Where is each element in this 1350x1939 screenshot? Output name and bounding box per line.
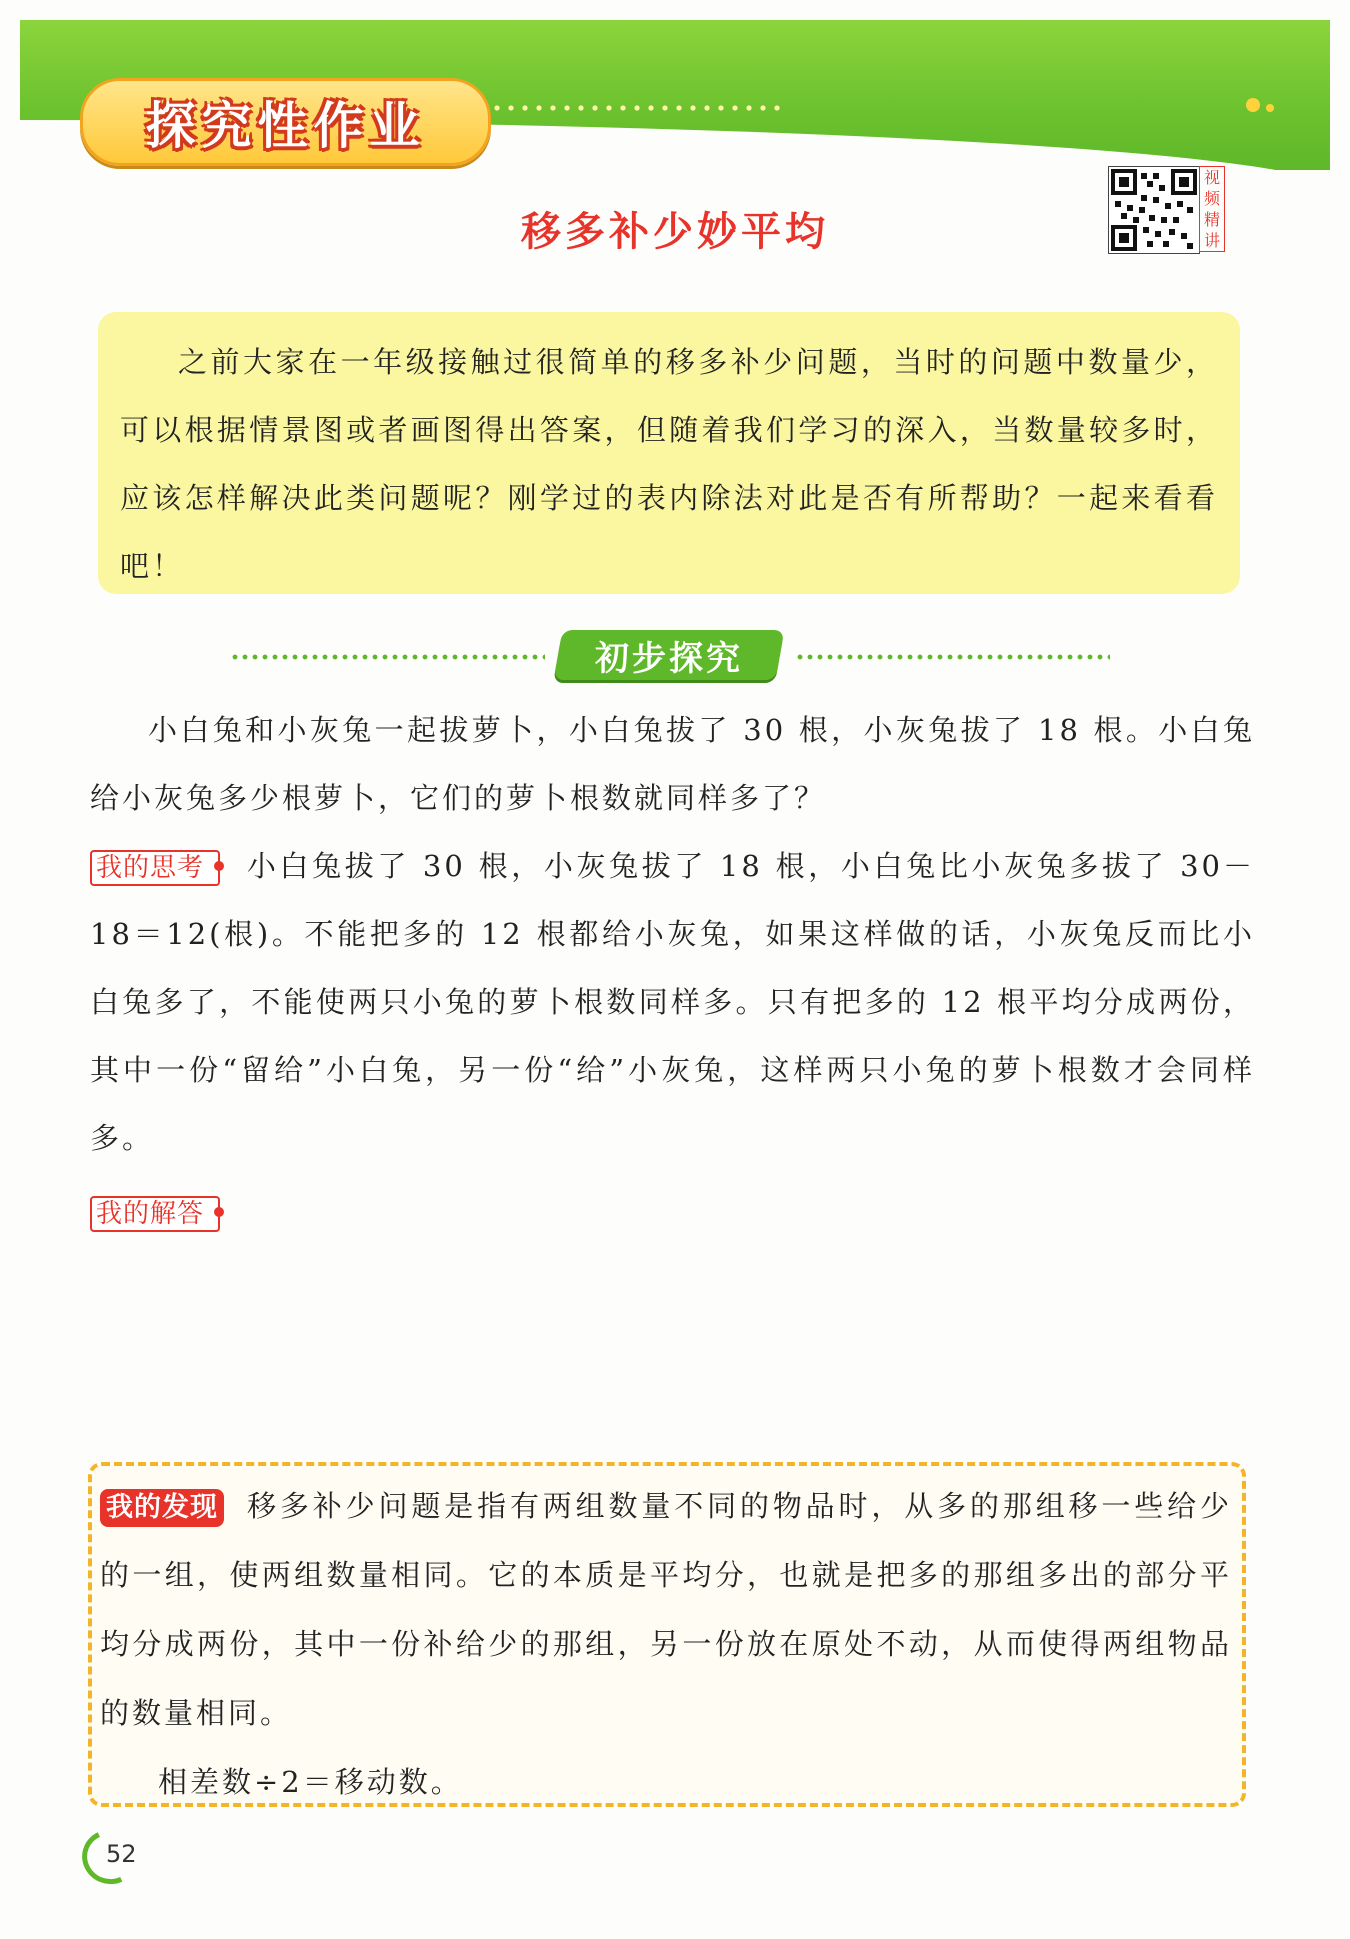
discovery-text: 移多补少问题是指有两组数量不同的物品时，从多的那组移一些给少的一组，使两组数量相同。它的本质是平均分，也就是把多的那组多出的部分平均分成两份，其中一份补给少的那组，另一份放在原处不动，从而使得两组物品的数量相同。 bbox=[100, 1489, 1232, 1730]
section-badge bbox=[80, 78, 491, 166]
tag-arrow-icon bbox=[214, 861, 224, 871]
dotted-line-left bbox=[230, 654, 545, 660]
tag-arrow-icon bbox=[214, 1207, 224, 1217]
thinking-paragraph bbox=[90, 832, 1255, 1172]
discovery-formula: 相差数÷2＝移动数。 bbox=[158, 1765, 463, 1799]
banner-dot-decoration bbox=[1246, 98, 1260, 112]
qr-label-char: 精 bbox=[1203, 210, 1220, 229]
dotted-line-right bbox=[795, 654, 1110, 660]
intro-box bbox=[98, 312, 1240, 594]
thinking-block bbox=[90, 832, 1255, 1172]
thinking-tag-label: 我的思考 bbox=[96, 853, 205, 883]
discovery-content bbox=[100, 1472, 1232, 1817]
problem-block bbox=[90, 696, 1255, 832]
qr-label-char: 视 bbox=[1203, 168, 1220, 187]
discovery-tag: 我的发现 bbox=[100, 1489, 224, 1527]
answer-tag-label: 我的解答 bbox=[96, 1199, 205, 1229]
qr-code-icon[interactable] bbox=[1108, 166, 1200, 254]
qr-label bbox=[1199, 166, 1225, 252]
section-title: 初步探究 bbox=[595, 638, 743, 679]
badge-title: 探究性作业 bbox=[145, 97, 426, 155]
answer-tag bbox=[90, 1196, 220, 1232]
banner-dots-decoration bbox=[490, 104, 780, 112]
problem-text: 小白兔和小灰兔一起拔萝卜，小白兔拔了 30 根，小灰兔拔了 18 根。小白兔给小灰兔多少根萝卜，它们的萝卜根数就同样多了？ bbox=[90, 713, 1255, 815]
section-heading bbox=[230, 630, 1110, 680]
qr-label-char: 讲 bbox=[1203, 231, 1220, 250]
thinking-tag bbox=[90, 850, 220, 886]
intro-text: 之前大家在一年级接触过很简单的移多补少问题，当时的问题中数量少，可以根据情景图或者画图得出答案，但随着我们学习的深入，当数量较多时，应该怎样解决此类问题呢？刚学过的表内除法对此是否有所帮助？一起来看看吧！ bbox=[120, 345, 1218, 583]
answer-block bbox=[90, 1178, 1255, 1246]
discovery-paragraph bbox=[100, 1472, 1232, 1748]
banner-dot-decoration bbox=[1266, 104, 1274, 112]
page-title: 移多补少妙平均 bbox=[521, 209, 829, 255]
thinking-text: 小白兔拔了 30 根，小灰兔拔了 18 根，小白兔比小灰兔多拔了 30－18＝12(根)。不能把多的 12 根都给小灰兔，如果这样做的话，小灰兔反而比小白兔多了，不能使两只小兔的萝卜根数同样多。只有把多的 12 根平均分成两份，其中一份“留给”小白兔，另一份“给”小灰兔，这样两只小兔的萝卜根数才会同样多。 bbox=[90, 849, 1256, 1155]
qr-label-char: 频 bbox=[1203, 189, 1220, 208]
page-number: 52 bbox=[106, 1840, 137, 1868]
